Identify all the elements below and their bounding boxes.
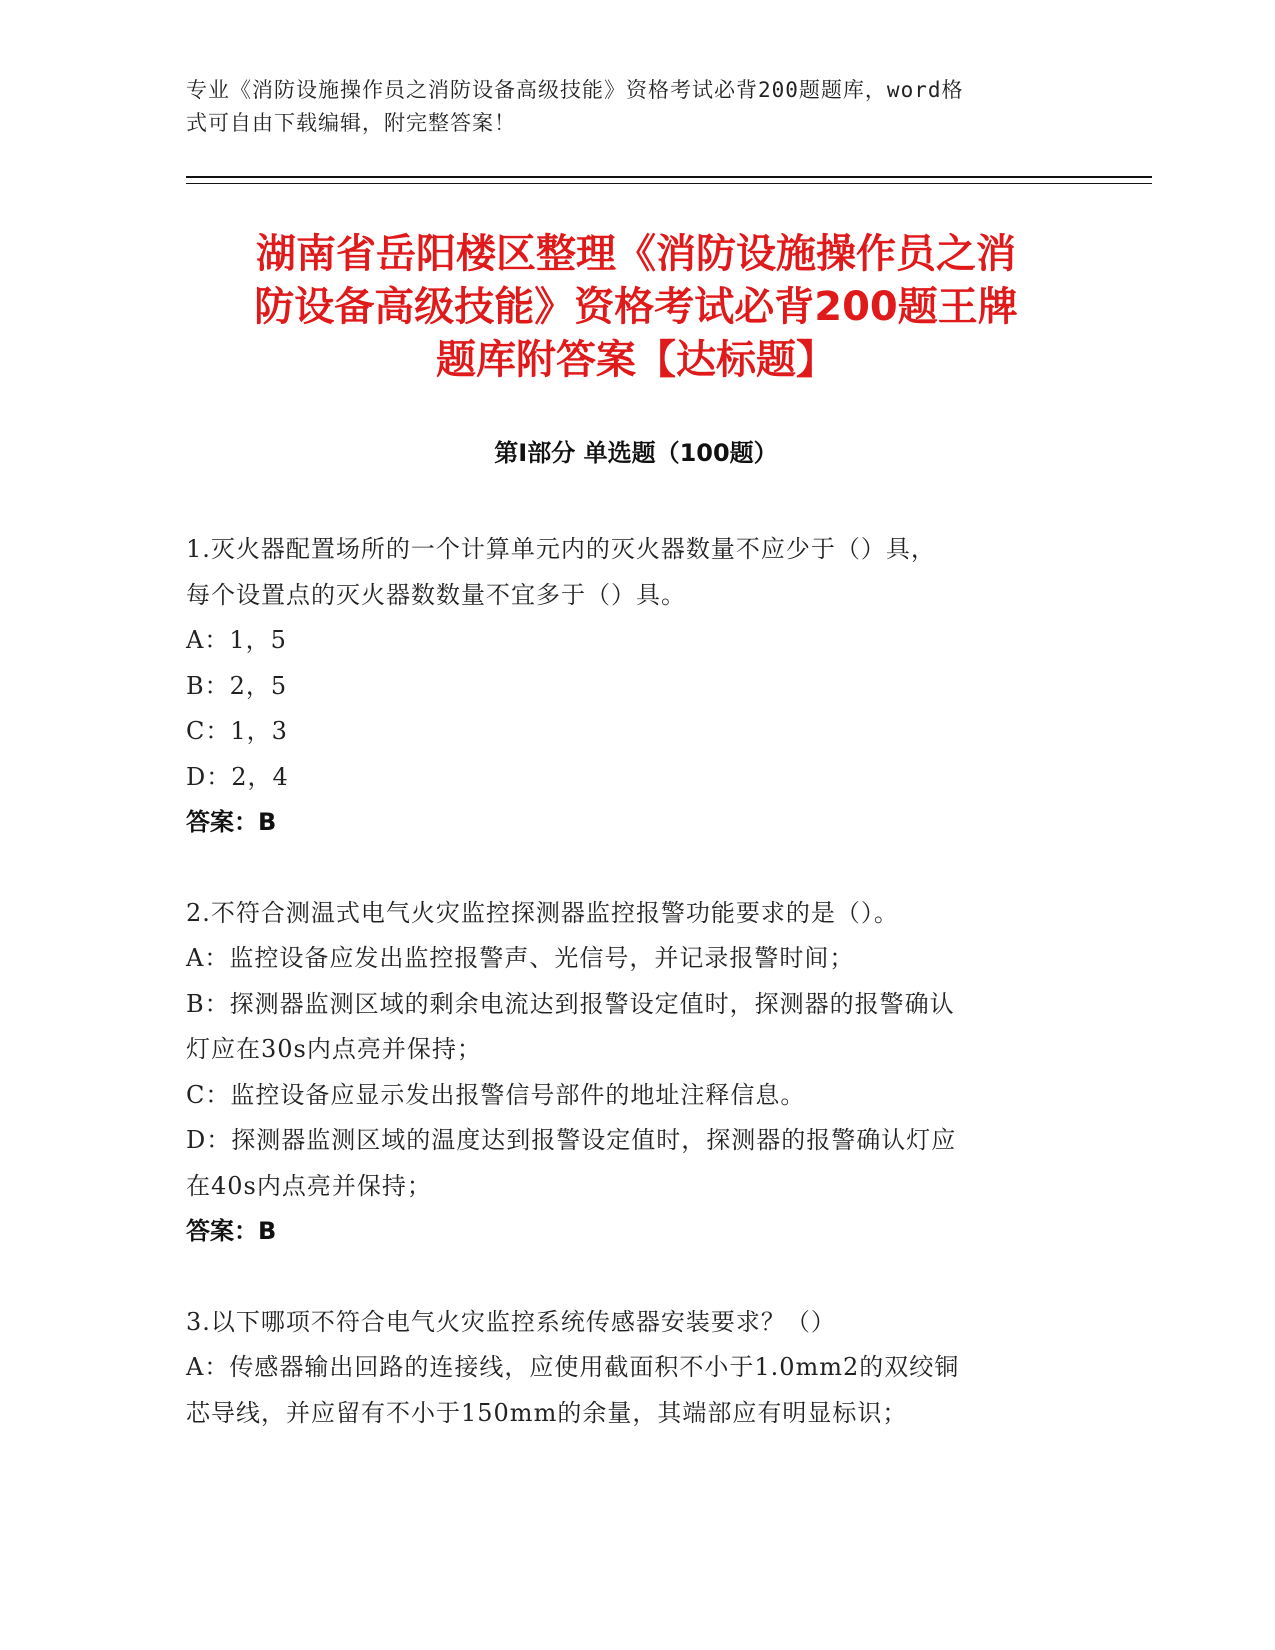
question-stem: 每个设置点的灭火器数数量不宜多于（）具。 [186, 580, 686, 609]
header-note-line-2: 式可自由下载编辑，附完整答案！ [186, 111, 516, 135]
question-list [186, 527, 1086, 1481]
header-note-line-1: 专业《消防设施操作员之消防设备高级技能》资格考试必背200题题库，word格 [186, 78, 964, 102]
document-header-note [186, 74, 1066, 140]
document-title [186, 228, 1086, 387]
header-divider-thick [186, 176, 1152, 178]
answer-line: 答案：B [186, 808, 277, 836]
document-title-line-3: 题库附答案【达标题】 [436, 337, 836, 383]
question-3 [186, 1300, 1086, 1437]
option-b-continued: 灯应在30s内点亮并保持； [186, 1035, 482, 1063]
question-stem: 1.灭火器配置场所的一个计算单元内的灭火器数量不应少于（）具， [186, 535, 936, 563]
header-divider-thin [186, 183, 1152, 184]
option-d: D：2，4 [186, 762, 289, 791]
option-a: A：传感器输出回路的连接线，应使用截面积不小于1.0mm2的双绞铜 [186, 1353, 960, 1381]
option-a: A：监控设备应发出监控报警声、光信号，并记录报警时间； [186, 944, 855, 972]
section-heading: 第Ⅰ部分 单选题（100题） [494, 439, 778, 467]
document-title-line-2: 防设备高级技能》资格考试必背200题王牌 [254, 284, 1018, 330]
question-2 [186, 891, 1086, 1255]
option-a-continued: 芯导线，并应留有不小于150mm的余量，其端部应有明显标识； [186, 1398, 908, 1427]
option-c: C：1，3 [186, 717, 288, 745]
answer-line: 答案：B [186, 1217, 277, 1245]
question-1 [186, 527, 1086, 846]
document-title-line-1: 湖南省岳阳楼区整理《消防设施操作员之消 [256, 231, 1016, 277]
option-c: C：监控设备应显示发出报警信号部件的地址注释信息。 [186, 1080, 806, 1109]
option-a: A：1，5 [186, 626, 287, 654]
question-stem: 2.不符合测温式电气火灾监控探测器监控报警功能要求的是（）。 [186, 898, 899, 927]
option-b: B：探测器监测区域的剩余电流达到报警设定值时，探测器的报警确认 [186, 989, 955, 1018]
option-b: B：2，5 [186, 671, 288, 700]
option-d: D：探测器监测区域的温度达到报警设定值时，探测器的报警确认灯应 [186, 1126, 957, 1154]
question-stem: 3.以下哪项不符合电气火灾监控系统传感器安装要求？（） [186, 1307, 836, 1336]
option-d-continued: 在40s内点亮并保持； [186, 1171, 432, 1200]
